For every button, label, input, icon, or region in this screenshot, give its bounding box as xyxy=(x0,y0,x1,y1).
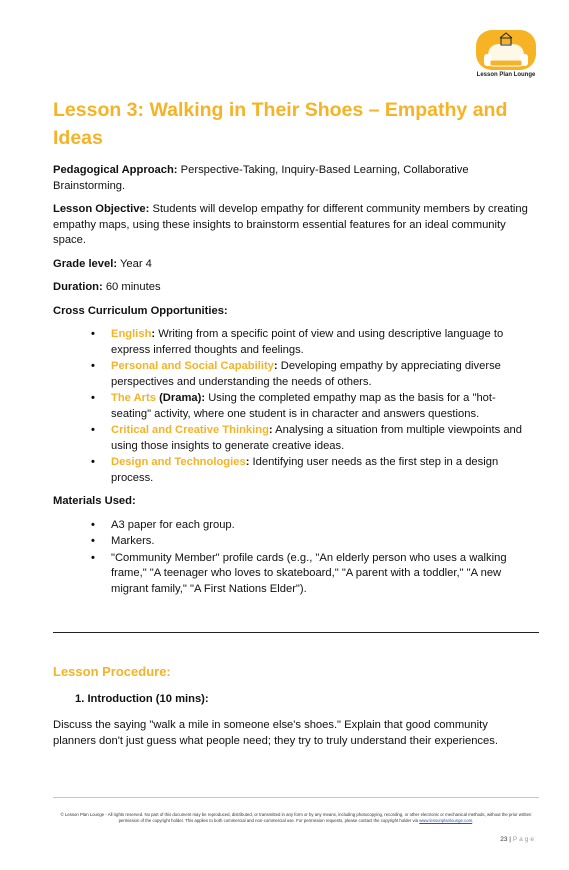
step-introduction-body: Discuss the saying "walk a mile in someone else's shoes." Explain that good community planners don't just guess what people need; they try to truly understand their experiences. xyxy=(53,719,498,747)
subject-sep: : xyxy=(273,360,278,372)
grade-level xyxy=(53,257,531,273)
list-item xyxy=(111,359,531,390)
cross-curriculum-heading xyxy=(53,304,531,320)
duration-label: Duration: xyxy=(53,281,103,293)
page-separator: | xyxy=(507,836,513,843)
link-suffix: . xyxy=(472,818,474,823)
copyright-notice xyxy=(53,812,539,824)
grade-label: Grade level: xyxy=(53,257,118,270)
list-item xyxy=(111,455,531,486)
subject-the-arts: The Arts xyxy=(111,392,156,404)
list-item: • A3 paper for each group. xyxy=(111,518,531,534)
objective-value: Students will develop empathy for different community members by creating empathy maps, using these insights to brainstorm essential features for an ideal community space. xyxy=(53,203,528,246)
procedure-heading: Lesson Procedure: xyxy=(53,664,171,679)
materials-heading xyxy=(53,494,531,510)
cross-curriculum-list xyxy=(53,327,531,486)
lesson-title: Lesson 3: Walking in Their Shoes – Empathy and Ideas xyxy=(53,99,508,149)
lesson-objective xyxy=(53,202,531,249)
subject-personal-social: Personal and Social Capability xyxy=(111,360,274,372)
list-item xyxy=(111,423,531,454)
list-item: • "Community Member" profile cards (e.g., "An elderly person who uses a walking frame," "A teenager who loves to skateboard," "A parent with a toddler," "A new migrant family," "A First Nations Elder"). xyxy=(111,551,531,598)
footer-divider xyxy=(53,797,539,798)
approach-label: Pedagogical Approach: xyxy=(53,164,178,176)
page-number-value: 23 xyxy=(500,836,508,843)
materials-list xyxy=(53,518,531,598)
lesson-overview xyxy=(53,163,531,605)
subject-english: English xyxy=(111,328,152,340)
duration-value: 60 minutes xyxy=(102,281,161,293)
subject-text: Using the completed empathy map as the basis for a "hot-seating" activity, where one student is in character and answers questions. xyxy=(111,392,496,420)
subject-extra: (Drama) xyxy=(155,392,202,404)
page-word: Page xyxy=(512,836,536,843)
copyright-text: © Lesson Plan Lounge - All rights reserved. No part of this document may be reproduced, distributed, or transmitted in any form or by any means, including photocopying, recording, or other electronic or mechanical methods, without the prior written permission of the copyright holder. This applies to both commercial and non-commercial use. For permission requests, please contact the copyright holder via xyxy=(60,812,532,823)
page-number xyxy=(500,836,536,843)
website-link[interactable]: www.lessonplanlounge.com xyxy=(419,818,473,823)
logo-text: Lesson Plan Lounge xyxy=(476,72,536,78)
subject-sep: : xyxy=(245,456,250,468)
step-introduction-label: 1. Introduction (10 mins): xyxy=(75,693,209,705)
subject-text: Developing empathy by appreciating diverse perspectives and understanding the needs of others. xyxy=(111,360,501,388)
subject-text: Identifying user needs as the first step in a design process. xyxy=(111,456,499,484)
grade-value: Year 4 xyxy=(117,257,152,270)
subject-sep: : xyxy=(201,392,206,404)
list-item xyxy=(111,327,531,358)
duration xyxy=(53,280,531,296)
pedagogical-approach xyxy=(53,163,531,194)
objective-label: Lesson Objective: xyxy=(53,203,150,215)
materials-heading-text: Materials Used: xyxy=(53,495,136,507)
approach-value: Perspective-Taking, Inquiry-Based Learning, Collaborative Brainstorming. xyxy=(53,164,469,192)
subject-design-tech: Design and Technologies xyxy=(111,456,246,468)
list-item: • Markers. xyxy=(111,534,531,550)
subject-critical-creative: Critical and Creative Thinking xyxy=(111,424,269,436)
subject-text: Analysing a situation from multiple viewpoints and using those insights to generate creative ideas. xyxy=(111,424,523,452)
subject-sep: : xyxy=(151,328,156,340)
list-item xyxy=(111,391,531,422)
subject-text: Writing from a specific point of view and using descriptive language to express inferred thoughts and feelings. xyxy=(111,328,504,356)
cross-curriculum-heading-text: Cross Curriculum Opportunities: xyxy=(53,304,228,317)
section-divider xyxy=(53,632,539,633)
subject-sep: : xyxy=(268,424,273,436)
